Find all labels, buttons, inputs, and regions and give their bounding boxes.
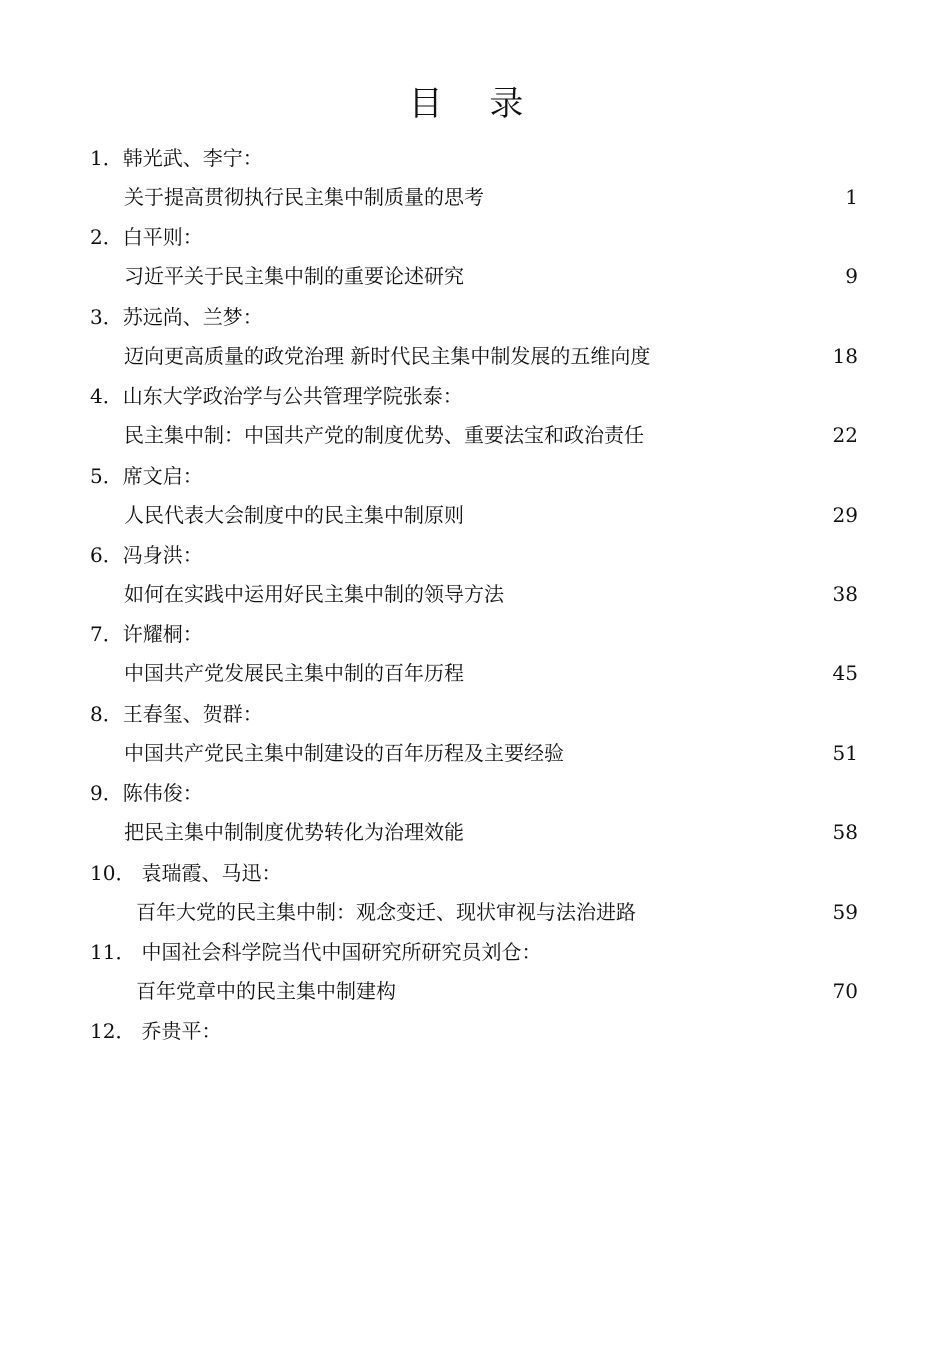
toc-entry-title[interactable]: 关于提高贯彻执行民主集中制质量的思考 [124,185,484,209]
toc-entry-title[interactable]: 百年大党的民主集中制：观念变迁、现状审视与法治进路 [136,899,636,924]
toc-entry-author-name: 冯身洪： [122,543,203,567]
toc-entry-page-number: 38 [832,582,858,606]
toc-entry-page-number: 29 [832,502,858,527]
toc-entry-title[interactable]: 迈向更高质量的政党治理 新时代民主集中制发展的五维向度 [124,343,651,368]
toc-entry-author-name: 王春玺、贺群： [122,701,263,726]
toc-entry-number: 3． [90,304,123,329]
toc-entry-author [90,779,203,807]
toc-entry-author [90,938,541,966]
toc-entry-number: 4． [90,384,123,409]
toc-entry-author [90,144,263,172]
toc-entry-number: 9． [90,781,123,806]
toc-entry-number: 7． [90,622,123,647]
page-title: 目 录 [408,84,542,124]
toc-entry-author [90,382,463,410]
toc-entry-page-number: 70 [832,979,858,1003]
toc-entry-author-name: 白平则： [122,225,203,250]
toc-entry-author [90,700,263,728]
toc-entry-number: 8． [90,701,123,726]
toc-entry-author [90,541,203,569]
toc-entry-number: 2． [90,225,123,250]
toc-entry-author-name: 苏远尚、兰梦： [122,304,263,329]
toc-entry-page-number: 58 [832,820,858,845]
toc-entry-author-name: 陈伟俊： [122,781,203,806]
toc-entry-title[interactable]: 中国共产党发展民主集中制的百年历程 [124,661,464,686]
toc-entry-page-number: 9 [845,264,858,289]
toc-entry-page-number: 45 [832,661,858,686]
toc-entry-author [90,620,203,648]
toc-entry-number: 1． [90,146,123,170]
toc-entry-author [90,223,203,251]
toc-entry-number: 10． [90,860,136,885]
toc-entry-title[interactable]: 民主集中制：中国共产党的制度优势、重要法宝和政治责任 [124,423,644,448]
toc-entry-title[interactable]: 如何在实践中运用好民主集中制的领导方法 [124,582,504,606]
toc-entry-page-number: 22 [832,423,858,448]
toc-entry-author-name: 许耀桐： [122,622,203,647]
toc-entry-author [90,462,203,490]
toc-entry-title[interactable]: 习近平关于民主集中制的重要论述研究 [124,264,464,289]
toc-entry-number: 11． [90,940,136,964]
toc-entry-page-number: 18 [832,343,858,368]
toc-entry-title[interactable]: 把民主集中制制度优势转化为治理效能 [124,820,464,845]
toc-entry-page-number: 59 [832,899,858,924]
toc-entry-title[interactable]: 中国共产党民主集中制建设的百年历程及主要经验 [124,740,564,765]
toc-entry-author [90,1017,221,1045]
toc-entry-author-name: 山东大学政治学与公共管理学院张泰： [122,384,463,409]
toc-entry-title[interactable]: 百年党章中的民主集中制建构 [136,979,396,1003]
toc-entry-author-name: 中国社会科学院当代中国研究所研究员刘仓： [141,940,542,964]
toc-entry-number: 5． [90,463,123,488]
toc-entry-page-number: 1 [845,185,858,209]
toc-entry-author [90,303,263,331]
toc-entry-number: 6． [90,543,123,567]
toc-entry-author-name: 乔贵平： [141,1019,222,1044]
toc-entry-author-name: 席文启： [122,463,203,488]
toc-entry-author [90,859,281,887]
toc-entry-title[interactable]: 人民代表大会制度中的民主集中制原则 [124,502,464,527]
toc-entry-author-name: 韩光武、李宁： [122,146,263,170]
toc-entry-author-name: 袁瑞霞、马迅： [141,860,282,885]
toc-entry-page-number: 51 [832,740,858,765]
toc-entry-number: 12． [90,1019,136,1044]
